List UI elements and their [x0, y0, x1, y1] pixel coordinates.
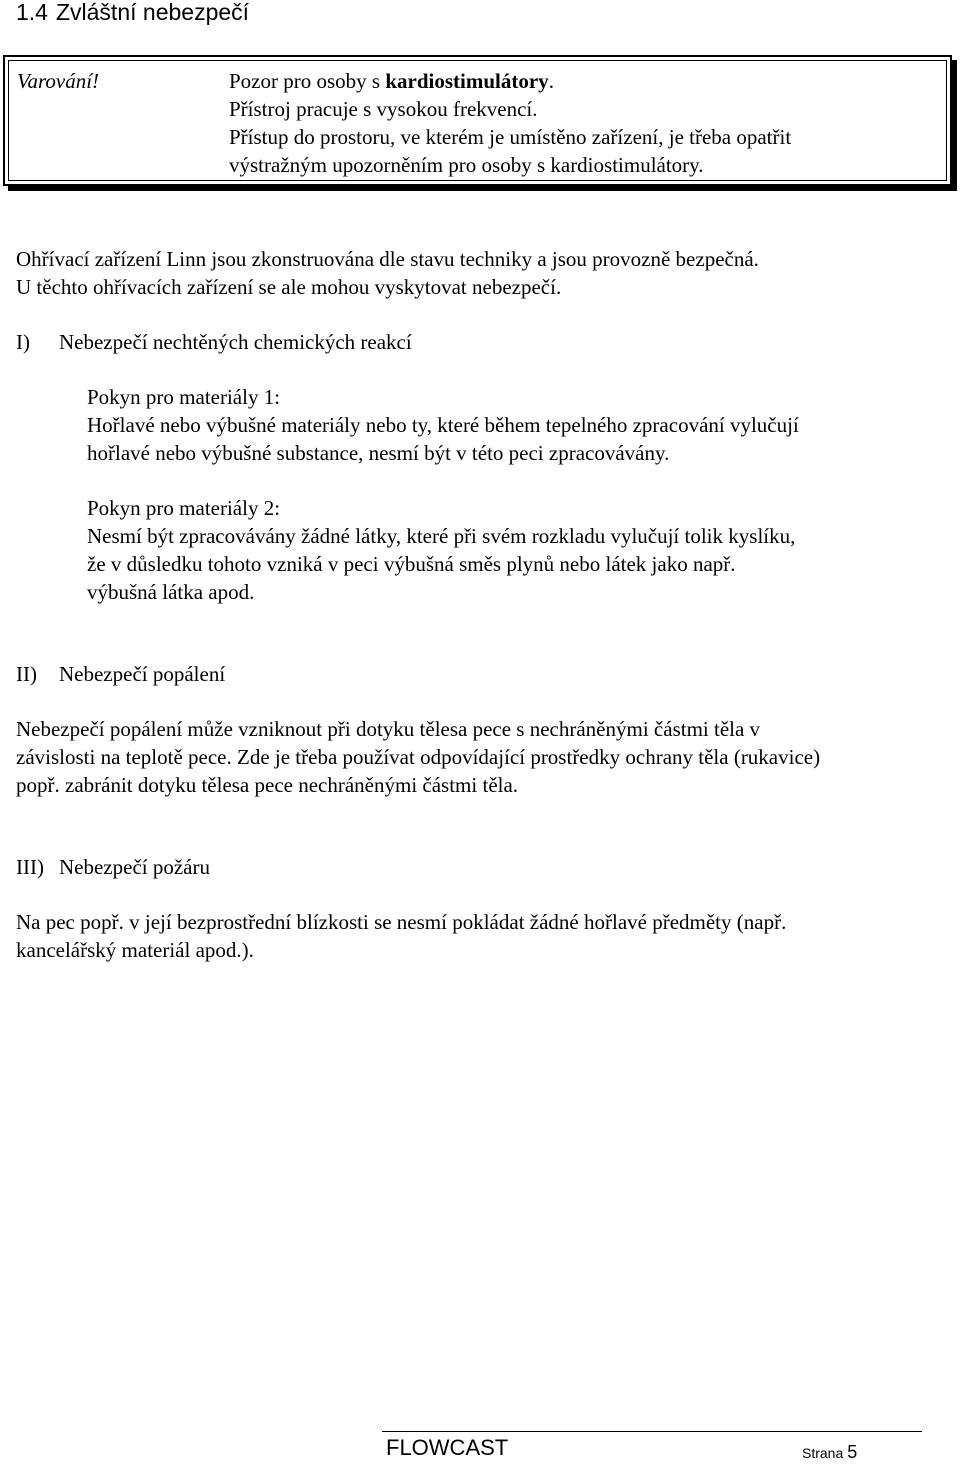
warning-text — [229, 67, 791, 179]
section-2-line-3: popř. zabránit dotyku tělesa pece nechráněnými částmi těla. — [16, 773, 519, 797]
section-2-title: Nebezpečí popálení — [59, 662, 226, 686]
section-2-line-2: závislosti na teplotě pece. Zde je třeba používat odpovídající prostředky ochrany těla (rukavice) — [16, 745, 821, 769]
section-1-note-2 — [87, 494, 795, 606]
warning-line-4: výstražným upozorněním pro osoby s kardiostimulátory. — [229, 153, 704, 177]
intro-line-2: U těchto ohřívacích zařízení se ale mohou vyskytovat nebezpečí. — [16, 275, 562, 299]
note-2-line-1: Nesmí být zpracovávány žádné látky, které při svém rozkladu vylučují tolik kyslíku, — [87, 524, 796, 548]
heading-number: 1.4 — [16, 0, 48, 25]
section-3-line-1: Na pec popř. v její bezprostřední blízkosti se nesmí pokládat žádné hořlavé předměty (např. — [16, 910, 787, 934]
warning-label: Varování! — [17, 69, 100, 93]
note-1-line-2: hořlavé nebo výbušné substance, nesmí být v této peci zpracovávány. — [87, 441, 670, 465]
warning-line-2: Přístroj pracuje s vysokou frekvencí. — [229, 97, 538, 121]
intro-line-1: Ohřívací zařízení Linn jsou zkonstruována dle stavu techniky a jsou provozně bezpečná. — [16, 247, 759, 271]
section-1-title: Nebezpečí nechtěných chemických reakcí — [59, 330, 412, 354]
section-2-label: II) — [16, 662, 37, 686]
note-2-line-2: že v důsledku tohoto vzniká v peci výbušná směs plynů nebo látek jako např. — [87, 552, 736, 576]
note-1-title: Pokyn pro materiály 1: — [87, 385, 281, 409]
footer-page-value: 5 — [847, 1442, 858, 1462]
section-3-paragraph — [16, 908, 786, 964]
section-2-heading — [16, 660, 225, 688]
warning-line-1-suffix: . — [548, 69, 554, 93]
footer-page-number — [802, 1438, 857, 1467]
warning-line-1-prefix: Pozor pro osoby s — [229, 69, 386, 93]
heading-title: Zvláštní nebezpečí — [55, 0, 250, 25]
section-3-line-2: kancelářský materiál apod.). — [16, 938, 254, 962]
section-1-heading — [16, 328, 412, 356]
section-2-paragraph — [16, 715, 820, 799]
warning-box — [3, 55, 952, 186]
page-heading — [16, 0, 249, 26]
note-1-line-1: Hořlavé nebo výbušné materiály nebo ty, které během tepelného zpracování vylučují — [87, 413, 799, 437]
warning-line-1 — [229, 67, 791, 95]
section-1-label: I) — [16, 330, 30, 354]
intro-paragraph — [16, 245, 759, 301]
section-3-label: III) — [16, 855, 44, 879]
note-2-line-3: výbušná látka apod. — [87, 580, 255, 604]
footer-divider — [382, 1431, 922, 1432]
note-2-title: Pokyn pro materiály 2: — [87, 496, 281, 520]
footer-brand: FLOWCAST — [386, 1435, 509, 1460]
footer-page-label: Strana — [802, 1445, 844, 1461]
section-3-title: Nebezpečí požáru — [59, 855, 210, 879]
section-2-line-1: Nebezpečí popálení může vzniknout při dotyku tělesa pece s nechráněnými částmi těla v — [16, 717, 761, 741]
section-3-heading — [16, 853, 210, 881]
section-1-note-1 — [87, 383, 799, 467]
warning-line-3: Přístup do prostoru, ve kterém je umístěno zařízení, je třeba opatřit — [229, 125, 792, 149]
warning-line-1-bold: kardiostimulátory — [385, 69, 549, 93]
